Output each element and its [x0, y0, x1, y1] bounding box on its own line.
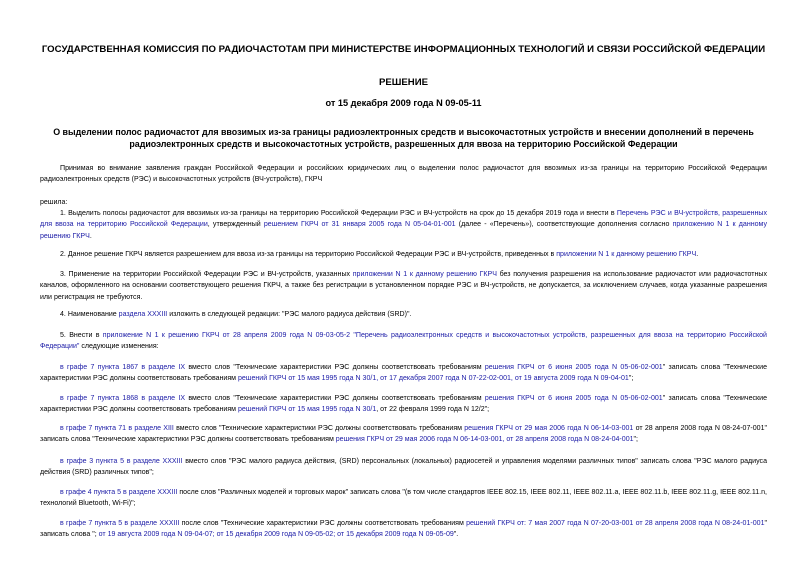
item-5: [40, 330, 767, 353]
link-perechen[interactable]: Перечень РЭС и ВЧ-устройств, разрешенных для ввоза на территорию Российской Федерации: [40, 210, 767, 229]
link-item-5-col-3[interactable]: в графе 3 пункта 5 в разделе XXXIII: [60, 458, 183, 465]
link-item-5-col-7[interactable]: в графе 7 пункта 5 в разделе XXXIII: [60, 520, 180, 527]
subitem-5-column-3: [40, 456, 767, 479]
subitem-text: ";: [628, 375, 634, 383]
subitem-text: " записать слова "Технические характеристики РЭС должны соответствовать требованиям: [40, 364, 767, 383]
subitem-5-column-7: [40, 518, 767, 541]
decided-label: решила:: [40, 199, 68, 206]
document-date-number: от 15 декабря 2009 года N 09-05-11: [325, 98, 482, 108]
item-2-text: .: [696, 251, 699, 258]
item-3-text: 3. Применение на территории Российской Федерации РЭС и ВЧ-устройств, указанных: [60, 271, 353, 278]
link-decision-09-03-05-2[interactable]: приложение N 1 к решению ГКРЧ от 28 апреля 2009 года N 09-03-05-2 "Перечень радиоэлектронных средств и высокочастотных устройств, разрешенных для ввоза на территорию Российской Федерации": [40, 332, 767, 351]
item-5-text: следующие изменения:: [79, 343, 159, 351]
link-decisions-2009[interactable]: от 19 августа 2009 года N 09-04-07; от 15 декабря 2009 года N 09-05-02; от 15 декабря 2009 года N 09-05-09: [98, 531, 454, 539]
link-decisions-07-20-03-001[interactable]: решений ГКРЧ от: 7 мая 2007 года N 07-20-03-001 от 28 апреля 2008 года N 08-24-01-001: [466, 520, 765, 527]
item-1: [40, 208, 767, 242]
subitem-text: " записать слова ";: [40, 520, 767, 539]
subitem-text: ";: [633, 436, 639, 444]
item-1-text: 1. Выделить полосы радиочастот для ввозимых из-за границы на территорию Российской Федерации РЭС и ВЧ-устройств на срок до 15 декабря 2019 года и внести в: [60, 210, 617, 217]
subitem-1868: [40, 393, 767, 416]
link-item-1868[interactable]: в графе 7 пункта 1868 в разделе IX: [60, 395, 186, 402]
subitem-text: после слов "Различных моделей и торговых марок" записать слова "(в том числе стандартов IEEE 802.15, IEEE 802.11, IEEE 802.11.a, IEEE 802.11.b, IEEE 802.11.g, IEEE 802.11.n, технологий Bluetooth, Wi-Fi)";: [40, 489, 767, 508]
subitem-text: вместо слов "Технические характеристики РЭС должны соответствовать требованиям: [185, 395, 485, 402]
link-section-xxxiii[interactable]: раздела XXXIII: [118, 311, 168, 318]
issuing-organization: ГОСУДАРСТВЕННАЯ КОМИССИЯ ПО РАДИОЧАСТОТАМ ПРИ МИНИСТЕРСТВЕ ИНФОРМАЦИОННЫХ ТЕХНОЛОГИЙ И СВЯЗИ РОССИЙСКОЙ ФЕДЕРАЦИИ: [41, 44, 766, 55]
document-subject: О выделении полос радиочастот для ввозимых из-за границы радиоэлектронных средств и высокочастотных устройств и внесении дополнений в перечень радиоэлектронных средств и высокочастотных устройств, разрешенных для ввоза на территорию Российской Федерации: [53, 127, 754, 149]
subitem-text: вместо слов "РЭС малого радиуса действия, (SRD) персональных (локальных) радиосетей и управления моделями различных типов" записать слова "РЭС малого радиуса действия (SRD) различных типов";: [40, 458, 767, 477]
subitem-text: от 28 апреля 2008 года N 08-24-07-001" записать слова "Технические характеристики РЭС должны соответствовать требованиям: [40, 425, 768, 444]
link-decision-06-14-03-001[interactable]: решения ГКРЧ от 29 мая 2006 года N 06-14-03-001: [464, 425, 634, 432]
subitem-text: после слов "Технические характеристики РЭС должны соответствовать требованиям: [179, 520, 467, 527]
link-decision-05-06-02-001[interactable]: решения ГКРЧ от 6 июня 2005 года N 05-06-02-001: [484, 395, 663, 402]
preamble: Принимая во внимание заявления граждан Российской Федерации и российских юридических лиц о выделении полос радиочастот для ввозимых из-за границы на территорию Российской Федерации радиоэлектронных средств (РЭС) и высокочастотных устройств (ВЧ-устройств), ГКРЧ: [40, 165, 767, 184]
link-decisions-list[interactable]: решения ГКРЧ от 29 мая 2006 года N 06-14-03-001, от 28 апреля 2008 года N 08-24-04-001: [335, 436, 634, 444]
item-2-text: 2. Данное решение ГКРЧ является разрешением для ввоза из-за границы на территорию Российской Федерации РЭС и ВЧ-устройств, приведенных в: [60, 251, 557, 258]
subitem-text: " записать слова "Технические характеристики РЭС должны соответствовать требованиям: [40, 395, 767, 414]
link-item-1867[interactable]: в графе 7 пункта 1867 в разделе IX: [60, 364, 186, 371]
link-decision-05-04-01-001[interactable]: решением ГКРЧ от 31 января 2005 года N 05-04-01-001: [263, 221, 456, 229]
link-appendix-1[interactable]: приложении N 1 к данному решению ГКРЧ: [352, 271, 497, 278]
item-3: [40, 269, 767, 303]
subitem-text: вместо слов "Технические характеристики РЭС должны соответствовать требованиям: [185, 364, 485, 371]
link-decisions-list[interactable]: решений ГКРЧ от 15 мая 1995 года N 30/1, от 17 декабря 2007 года N 07-22-02-001, от 19 августа 2009 года N 09-04-01: [237, 375, 629, 383]
link-appendix-1[interactable]: приложению N 1 к данному решению ГКРЧ: [40, 221, 767, 240]
item-3-text: без получения разрешения на использование радиочастот или радиочастотных каналов, оформленного на основании соответствующего решения ГКРЧ, а также без регистрации в установленном порядке РЭС и ВЧ-устройств, не допускается, за исключением случаев, когда указанные разрешения или регистрация не требуются.: [40, 271, 767, 301]
item-1-text: .: [89, 232, 92, 240]
subitem-text: ".: [453, 531, 459, 539]
item-4: [40, 309, 767, 320]
link-decision-05-06-02-001[interactable]: решения ГКРЧ от 6 июня 2005 года N 05-06-02-001: [484, 364, 663, 371]
link-decision-30-1[interactable]: решений ГКРЧ от 15 мая 1995 года N 30/1: [237, 406, 377, 414]
document-type: РЕШЕНИЕ: [378, 77, 429, 88]
item-4-text: изложить в следующей редакции: "РЭС малого радиуса действия (SRD)".: [167, 311, 412, 318]
subitem-text: вместо слов "Технические характеристики РЭС должны соответствовать требованиям: [173, 425, 465, 432]
subitem-1867: [40, 362, 767, 385]
link-appendix-1[interactable]: приложении N 1 к данному решению ГКРЧ: [556, 251, 697, 258]
item-2: [40, 249, 767, 260]
link-item-5-col-4[interactable]: в графе 4 пункта 5 в разделе XXXIII: [60, 489, 178, 496]
subitem-5-column-4: [40, 487, 767, 510]
link-item-71[interactable]: в графе 7 пункта 71 в разделе XIII: [60, 425, 174, 432]
item-1-text: , утвержденный: [207, 221, 264, 229]
subitem-text: , от 22 февраля 1999 года N 12/2";: [376, 406, 490, 414]
item-1-text: (далее - «Перечень»), соответствующие дополнения согласно: [455, 221, 673, 229]
subitem-71: [40, 423, 767, 446]
item-4-text: 4. Наименование: [60, 311, 119, 318]
item-5-text: 5. Внести в: [60, 332, 103, 339]
